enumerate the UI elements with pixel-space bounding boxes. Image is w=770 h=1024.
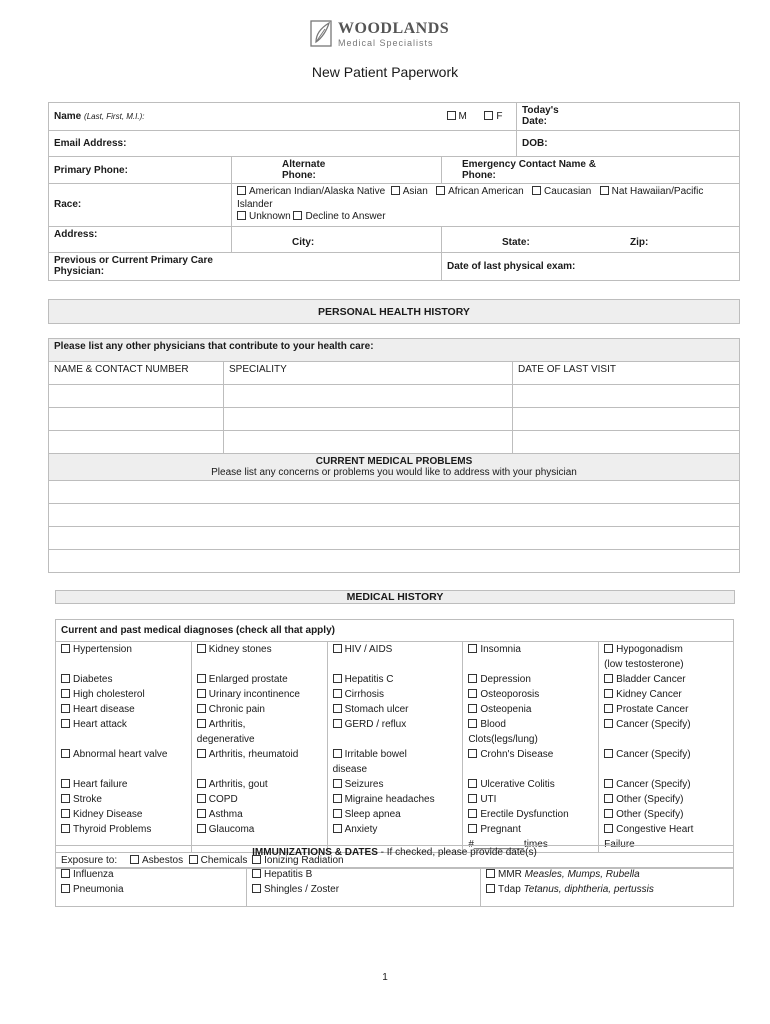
race-checkbox-asian[interactable]: [391, 186, 400, 195]
logo-subtitle: Medical Specialists: [338, 38, 434, 48]
diagnoses-prompt: Current and past medical diagnoses (check all that apply): [56, 620, 734, 642]
diagnosis-label: Migraine headaches: [344, 794, 435, 805]
diagnosis-checkbox[interactable]: [333, 704, 342, 713]
diagnosis-cell: [327, 702, 463, 717]
race-option-asian: Asian: [402, 186, 428, 197]
diagnosis-cell: [56, 732, 192, 747]
diagnosis-label: Kidney stones: [208, 644, 272, 655]
diagnosis-row: [56, 777, 734, 792]
city-field[interactable]: [232, 226, 442, 252]
race-options: [232, 184, 740, 227]
diagnosis-checkbox[interactable]: [468, 674, 477, 683]
diagnosis-checkbox[interactable]: [468, 824, 477, 833]
diagnosis-cell: [599, 747, 734, 762]
diagnosis-row: [56, 762, 734, 777]
diagnosis-label: Diabetes: [73, 674, 113, 685]
today-date-label: Today's Date:: [522, 105, 559, 127]
diagnosis-checkbox[interactable]: [61, 719, 70, 728]
diagnosis-row: [56, 792, 734, 807]
table-row: [49, 385, 740, 408]
personal-health-history-heading: PERSONAL HEALTH HISTORY: [48, 299, 740, 324]
primary-phone-label: Primary Phone:: [54, 164, 128, 176]
diagnosis-cell: [327, 777, 463, 792]
exposure-chemicals: Chemicals: [200, 855, 248, 866]
race-option-islander: Islander: [237, 198, 273, 210]
diagnosis-checkbox[interactable]: [468, 689, 477, 698]
diagnosis-label: Bladder Cancer: [616, 674, 686, 685]
diagnosis-label: Cirrhosis: [344, 689, 385, 700]
diagnosis-checkbox[interactable]: [61, 704, 70, 713]
diagnosis-cell: [327, 717, 463, 732]
diagnosis-checkbox[interactable]: [333, 809, 342, 818]
diagnosis-cell: [191, 642, 327, 658]
diagnosis-cell: [463, 657, 599, 672]
diagnosis-cell: [56, 642, 192, 658]
diagnosis-cell: [463, 672, 599, 687]
diagnosis-checkbox[interactable]: [468, 644, 477, 653]
name-label: Name: [54, 111, 82, 122]
diagnosis-checkbox[interactable]: [604, 719, 613, 728]
diagnosis-label: Ulcerative Colitis: [480, 779, 555, 790]
diagnosis-checkbox[interactable]: [197, 644, 206, 653]
diagnosis-label: High cholesterol: [73, 689, 145, 700]
diagnosis-label: Heart attack: [73, 719, 127, 730]
race-checkbox-hawaiian[interactable]: [600, 186, 609, 195]
immunization-influenza: Influenza: [73, 869, 114, 880]
physician-name-cell[interactable]: [49, 431, 224, 454]
diagnosis-label: Chronic pain: [208, 704, 265, 715]
diagnosis-cell: [56, 657, 192, 672]
diagnosis-cell: [463, 792, 599, 807]
immunization-mmr: MMR: [498, 869, 522, 880]
city-label: City:: [292, 236, 315, 248]
diagnosis-label: Enlarged prostate: [208, 674, 288, 685]
diagnosis-label: Hypertension: [73, 644, 132, 655]
diagnosis-cell: [56, 687, 192, 702]
diagnosis-checkbox[interactable]: [604, 749, 613, 758]
diagnosis-checkbox[interactable]: [333, 749, 342, 758]
diagnosis-checkbox[interactable]: [333, 779, 342, 788]
current-problems-header: [49, 454, 740, 481]
diagnosis-cell: [191, 732, 327, 747]
leaf-logo-icon: [310, 18, 334, 48]
diagnosis-checkbox[interactable]: [604, 674, 613, 683]
diagnosis-label: Kidney Disease: [73, 809, 143, 820]
diagnosis-checkbox[interactable]: [61, 824, 70, 833]
diagnosis-cell: [191, 747, 327, 762]
patient-info-table: [48, 102, 740, 281]
diagnosis-label: Hypogonadism: [616, 644, 683, 655]
diagnosis-label: degenerative: [196, 734, 255, 745]
diagnosis-row: [56, 822, 734, 837]
state-label: State:: [502, 236, 530, 248]
immunizations-heading-row: [55, 845, 734, 867]
diagnosis-label: Osteopenia: [480, 704, 532, 715]
diagnosis-cell: [463, 762, 599, 777]
diagnosis-label: Pregnant: [480, 824, 521, 835]
race-checkbox-unknown[interactable]: [237, 211, 246, 220]
diagnosis-label: (low testosterone): [604, 659, 684, 670]
diagnosis-cell: [56, 777, 192, 792]
immunization-tdap-detail: Tetanus, diphtheria, pertussis: [523, 883, 654, 895]
last-exam-label: Date of last physical exam:: [447, 260, 576, 272]
diagnosis-label: Cancer (Specify): [616, 779, 691, 790]
diagnosis-label: GERD / reflux: [344, 719, 407, 730]
diagnosis-cell: [599, 777, 734, 792]
diagnosis-cell: [463, 642, 599, 658]
diagnosis-cell: [599, 717, 734, 732]
diagnosis-cell: [599, 762, 734, 777]
diagnosis-label: #_________times: [468, 839, 548, 850]
diagnosis-cell: [191, 717, 327, 732]
diagnosis-label: Asthma: [208, 809, 243, 820]
diagnosis-checkbox[interactable]: [197, 779, 206, 788]
physicians-prompt: Please list any other physicians that contribute to your health care:: [49, 339, 740, 362]
diagnosis-label: Irritable bowel: [344, 749, 407, 760]
diagnosis-checkbox[interactable]: [468, 794, 477, 803]
immunizations-title: IMMUNIZATIONS & DATES: [252, 847, 378, 858]
diagnosis-label: Cancer (Specify): [616, 719, 691, 730]
diagnosis-label: Thyroid Problems: [73, 824, 152, 835]
diagnosis-label: COPD: [208, 794, 238, 805]
diagnosis-checkbox[interactable]: [197, 704, 206, 713]
race-checkbox-decline[interactable]: [293, 211, 302, 220]
diagnosis-cell: [327, 687, 463, 702]
diagnosis-cell: [463, 717, 599, 732]
last-exam-field[interactable]: [442, 252, 740, 280]
diagnosis-cell: [463, 687, 599, 702]
diagnosis-cell: [599, 732, 734, 747]
diagnosis-checkbox[interactable]: [333, 674, 342, 683]
immunization-checkbox-influenza[interactable]: [61, 869, 70, 878]
diagnosis-row: [56, 642, 734, 658]
diagnosis-label: Glaucoma: [208, 824, 255, 835]
diagnosis-label: Other (Specify): [616, 794, 684, 805]
diagnosis-cell: [56, 807, 192, 822]
diagnosis-cell: [599, 792, 734, 807]
diagnosis-label: Arthritis, rheumatoid: [208, 749, 299, 760]
address-label: Address:: [54, 228, 98, 240]
diagnosis-cell: [599, 702, 734, 717]
race-label: Race:: [54, 199, 82, 211]
diagnosis-label: Osteoporosis: [480, 689, 540, 700]
diagnosis-label: Urinary incontinence: [208, 689, 300, 700]
diagnosis-cell: [327, 732, 463, 747]
diagnosis-checkbox[interactable]: [468, 704, 477, 713]
diagnosis-label: Heart failure: [73, 779, 128, 790]
logo-name: WOODLANDS: [338, 20, 450, 37]
diagnosis-cell: [56, 822, 192, 837]
diagnosis-checkbox[interactable]: [468, 719, 477, 728]
immunization-pneumonia: Pneumonia: [73, 883, 124, 895]
diagnosis-cell: [56, 792, 192, 807]
physician-name-cell[interactable]: [49, 385, 224, 408]
diagnoses-table: [55, 619, 734, 869]
current-problems-title: CURRENT MEDICAL PROBLEMS: [315, 456, 473, 467]
diagnosis-label: UTI: [480, 794, 497, 805]
diagnosis-cell: [599, 642, 734, 658]
diagnosis-row: [56, 732, 734, 747]
immunization-checkbox-pneumonia[interactable]: [61, 884, 70, 893]
diagnosis-label: Cancer (Specify): [616, 749, 691, 760]
diagnosis-cell: [191, 687, 327, 702]
diagnosis-label: Failure: [604, 839, 635, 850]
diagnosis-checkbox[interactable]: [197, 689, 206, 698]
today-date-field[interactable]: [517, 103, 740, 131]
diagnosis-cell: [56, 762, 192, 777]
female-label: F: [496, 111, 503, 122]
diagnosis-row: [56, 702, 734, 717]
diagnosis-cell: [463, 807, 599, 822]
exposure-radiation: Ionizing Radiation: [264, 855, 344, 866]
diagnosis-label: disease: [332, 764, 368, 775]
diagnosis-row: [56, 672, 734, 687]
diagnosis-checkbox[interactable]: [604, 689, 613, 698]
immunization-checkbox-shingles[interactable]: [252, 884, 261, 893]
diagnosis-cell: [599, 672, 734, 687]
diagnosis-checkbox[interactable]: [468, 779, 477, 788]
dob-field[interactable]: [517, 131, 740, 157]
diagnosis-label: Abnormal heart valve: [73, 749, 168, 760]
zip-label: Zip:: [630, 236, 649, 248]
diagnosis-cell: [56, 747, 192, 762]
alt-phone-field[interactable]: [232, 157, 442, 184]
immunization-hepatitis-b: Hepatitis B: [264, 869, 313, 880]
diagnosis-row: [56, 717, 734, 732]
diagnosis-label: Stroke: [73, 794, 102, 805]
diagnosis-checkbox[interactable]: [468, 809, 477, 818]
page-title: New Patient Paperwork: [311, 64, 459, 80]
logo: [310, 18, 470, 52]
diagnosis-checkbox[interactable]: [604, 824, 613, 833]
diagnosis-checkbox[interactable]: [604, 779, 613, 788]
diagnosis-label: HIV / AIDS: [344, 644, 393, 655]
email-label: Email Address:: [54, 138, 127, 149]
diagnosis-cell: [327, 657, 463, 672]
immunization-checkbox-mmr[interactable]: [486, 869, 495, 878]
diagnosis-checkbox[interactable]: [333, 794, 342, 803]
diagnosis-label: Heart disease: [73, 704, 135, 715]
diagnosis-cell: [191, 792, 327, 807]
diagnosis-checkbox[interactable]: [61, 689, 70, 698]
name-cell[interactable]: [49, 103, 442, 131]
race-checkbox-native[interactable]: [237, 186, 246, 195]
column-header-name: NAME & CONTACT NUMBER: [49, 362, 224, 385]
diagnosis-checkbox[interactable]: [604, 794, 613, 803]
problem-line[interactable]: [49, 550, 740, 573]
diagnosis-label: Arthritis, gout: [208, 779, 268, 790]
column-header-last-visit: DATE OF LAST VISIT: [513, 362, 740, 385]
diagnosis-checkbox[interactable]: [333, 644, 342, 653]
dob-label: DOB:: [522, 138, 548, 149]
column-header-speciality: SPECIALITY: [224, 362, 513, 385]
diagnosis-checkbox[interactable]: [197, 809, 206, 818]
emergency-contact-field[interactable]: [442, 157, 740, 184]
immunization-tdap: Tdap: [498, 883, 521, 895]
diagnosis-cell: [463, 732, 599, 747]
diagnosis-cell: [599, 657, 734, 672]
immunizations-table: [55, 867, 734, 907]
physician-speciality-cell[interactable]: [224, 431, 513, 454]
diagnosis-cell: [599, 822, 734, 837]
physician-speciality-cell[interactable]: [224, 385, 513, 408]
diagnosis-checkbox[interactable]: [604, 809, 613, 818]
physician-last-visit-cell[interactable]: [513, 431, 740, 454]
race-checkbox-african-american[interactable]: [436, 186, 445, 195]
diagnosis-checkbox[interactable]: [197, 824, 206, 833]
name-hint: (Last, First, M.I.):: [84, 112, 145, 121]
diagnosis-label: Hepatitis C: [344, 674, 394, 685]
diagnosis-checkbox[interactable]: [61, 779, 70, 788]
address-field[interactable]: [49, 226, 232, 252]
race-option-hawaiian: Nat Hawaiian/Pacific: [611, 186, 704, 197]
diagnosis-label: Stomach ulcer: [344, 704, 409, 715]
diagnosis-cell: [191, 777, 327, 792]
diagnosis-label: Other (Specify): [616, 809, 684, 820]
diagnosis-checkbox[interactable]: [197, 749, 206, 758]
primary-phone-field[interactable]: [49, 157, 232, 184]
diagnosis-checkbox[interactable]: [604, 704, 613, 713]
diagnosis-label: Arthritis,: [208, 719, 246, 730]
diagnosis-cell: [599, 807, 734, 822]
diagnosis-row: [56, 657, 734, 672]
diagnosis-label: Seizures: [344, 779, 384, 790]
diagnosis-label: Kidney Cancer: [616, 689, 682, 700]
physicians-table: [48, 338, 740, 573]
state-zip-field[interactable]: [442, 226, 740, 252]
immunization-shingles: Shingles / Zoster: [264, 883, 340, 895]
male-checkbox[interactable]: [447, 111, 456, 120]
diagnosis-checkbox[interactable]: [197, 674, 206, 683]
diagnosis-cell: [327, 762, 463, 777]
diagnosis-label: Anxiety: [344, 824, 378, 835]
diagnosis-checkbox[interactable]: [333, 824, 342, 833]
diagnosis-checkbox[interactable]: [61, 749, 70, 758]
exposure-label: Exposure to:: [61, 855, 118, 866]
diagnosis-checkbox[interactable]: [604, 644, 613, 653]
physician-last-visit-cell[interactable]: [513, 385, 740, 408]
diagnosis-cell: [191, 822, 327, 837]
diagnosis-cell: [191, 762, 327, 777]
page-number: 1: [382, 972, 388, 983]
problem-line[interactable]: [49, 504, 740, 527]
email-field[interactable]: [49, 131, 517, 157]
diagnosis-label: Depression: [480, 674, 531, 685]
pcp-label: Previous or Current Primary Care Physician:: [54, 254, 213, 277]
diagnosis-label: Congestive Heart: [616, 824, 694, 835]
race-option-unknown: Unknown: [249, 211, 291, 222]
diagnosis-cell: [327, 747, 463, 762]
diagnosis-checkbox[interactable]: [197, 794, 206, 803]
diagnosis-label: Prostate Cancer: [616, 704, 689, 715]
diagnosis-cell: [56, 717, 192, 732]
race-label-cell: [49, 184, 232, 227]
race-checkbox-caucasian[interactable]: [532, 186, 541, 195]
table-row: [49, 408, 740, 431]
diagnosis-cell: [463, 702, 599, 717]
diagnosis-cell: [56, 672, 192, 687]
physician-name-cell[interactable]: [49, 408, 224, 431]
diagnosis-cell: [327, 642, 463, 658]
diagnosis-cell: [56, 702, 192, 717]
immunization-checkbox-tdap[interactable]: [486, 884, 495, 893]
diagnosis-cell: [599, 687, 734, 702]
diagnosis-row: [56, 807, 734, 822]
diagnosis-cell: [191, 807, 327, 822]
problem-line[interactable]: [49, 481, 740, 504]
diagnosis-checkbox[interactable]: [333, 719, 342, 728]
current-problems-subtitle: Please list any concerns or problems you would like to address with your physician: [211, 467, 577, 478]
race-option-native: American Indian/Alaska Native: [249, 186, 386, 197]
pcp-field[interactable]: [49, 252, 442, 280]
alt-phone-label: Alternate Phone:: [282, 159, 326, 181]
diagnosis-cell: [327, 672, 463, 687]
diagnosis-cell: [463, 822, 599, 837]
physician-last-visit-cell[interactable]: [513, 408, 740, 431]
emergency-contact-label: Emergency Contact Name & Phone:: [462, 159, 596, 181]
diagnosis-label: Erectile Dysfunction: [480, 809, 569, 820]
immunization-checkbox-hepatitis-b[interactable]: [252, 869, 261, 878]
diagnosis-checkbox[interactable]: [197, 719, 206, 728]
race-option-caucasian: Caucasian: [544, 186, 592, 197]
diagnosis-cell: [463, 747, 599, 762]
male-label: M: [458, 111, 467, 122]
medical-history-heading: MEDICAL HISTORY: [55, 590, 735, 604]
diagnosis-label: Clots(legs/lung): [468, 734, 538, 745]
diagnosis-cell: [463, 777, 599, 792]
diagnosis-cell: [191, 672, 327, 687]
race-option-african-american: African American: [448, 186, 524, 197]
diagnosis-checkbox[interactable]: [468, 749, 477, 758]
diagnosis-checkbox[interactable]: [61, 674, 70, 683]
diagnosis-checkbox[interactable]: [333, 689, 342, 698]
diagnosis-cell: [327, 822, 463, 837]
diagnosis-label: Crohn's Disease: [480, 749, 554, 760]
diagnosis-checkbox[interactable]: [61, 644, 70, 653]
diagnosis-checkbox[interactable]: [61, 794, 70, 803]
diagnosis-checkbox[interactable]: [61, 809, 70, 818]
diagnosis-cell: [327, 807, 463, 822]
diagnosis-cell: [191, 702, 327, 717]
diagnosis-label: Sleep apnea: [344, 809, 401, 820]
diagnosis-cell: [327, 792, 463, 807]
problem-line[interactable]: [49, 527, 740, 550]
diagnosis-label: Insomnia: [480, 644, 521, 655]
table-row: [49, 431, 740, 454]
immunization-mmr-detail: Measles, Mumps, Rubella: [524, 869, 640, 880]
immunizations-subtitle: - If checked, please provide date(s): [377, 847, 537, 858]
exposure-asbestos: Asbestos: [141, 855, 184, 866]
diagnosis-row: [56, 747, 734, 762]
diagnosis-label: Blood: [480, 719, 506, 730]
physician-speciality-cell[interactable]: [224, 408, 513, 431]
race-option-decline: Decline to Answer: [305, 211, 386, 222]
diagnosis-row: [56, 687, 734, 702]
female-checkbox[interactable]: [484, 111, 493, 120]
diagnosis-cell: [191, 657, 327, 672]
